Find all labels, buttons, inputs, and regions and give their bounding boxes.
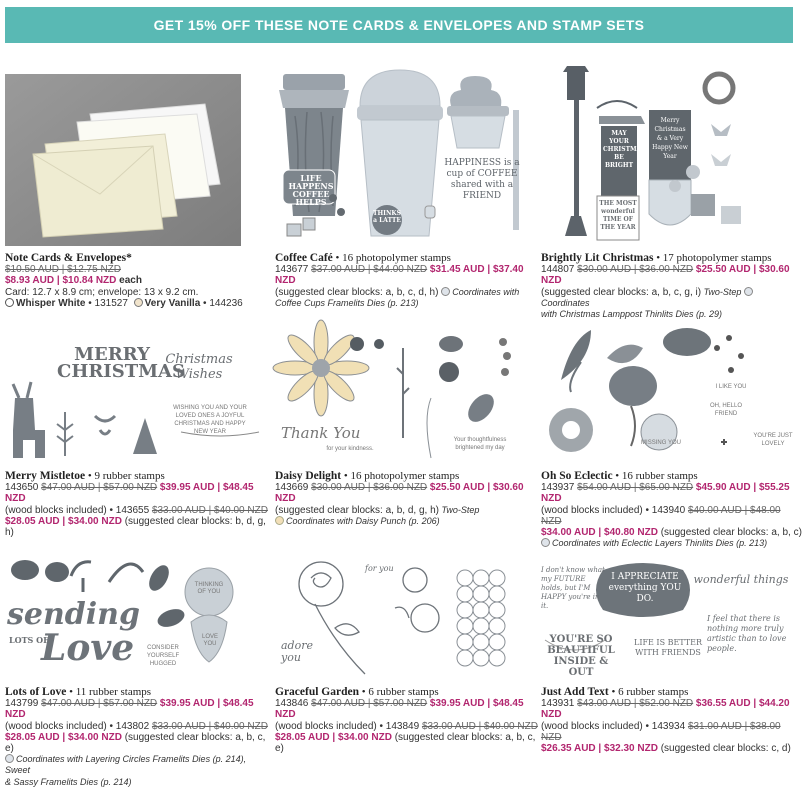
note-cards-image — [5, 74, 241, 246]
sale-price: $25.50 AUD | $30.60 NZD — [541, 264, 790, 287]
product-coffee-cafe — [275, 66, 540, 308]
old-price: $30.00 AUD | $36.00 NZD — [311, 482, 428, 494]
product-title: Merry Mistletoe — [5, 470, 86, 482]
item-code: 143650 — [5, 482, 42, 494]
sale-price: $28.05 AUD | $34.00 NZD — [5, 515, 122, 527]
old-price: $43.00 AUD | $52.00 NZD — [577, 698, 694, 710]
sale-price: $31.45 AUD | $37.40 NZD — [275, 264, 524, 287]
clear-blocks: (suggested clear blocks: a, b, c, d, h) — [275, 286, 439, 298]
art-caption: THINKING OF YOU — [194, 582, 224, 595]
art-caption: adore you — [281, 639, 313, 664]
art-caption: I APPRECIATE everything YOU DO. — [608, 572, 682, 604]
art-caption: CONSIDER YOURSELF HUGGED — [146, 645, 180, 667]
old-price: $47.00 AUD | $57.00 NZD — [41, 698, 158, 710]
art-caption: Your thoughtfulness brightened my day — [453, 437, 507, 451]
clear-blocks: (suggested clear blocks: a, b, c) — [657, 527, 802, 539]
color-name: Very Vanilla — [144, 297, 201, 309]
sale-price: $34.00 AUD | $40.80 NZD — [541, 527, 658, 539]
wood-blocks-note: (wood blocks included) • 143849 — [275, 720, 422, 732]
art-caption: Thank You — [281, 424, 361, 442]
coordinates-icon — [275, 516, 284, 525]
product-daisy-delight — [275, 328, 540, 526]
wood-blocks-note: (wood blocks included) • 143940 — [541, 504, 688, 516]
product-just-add-text — [541, 560, 806, 755]
stamp-count: • 9 rubber stamps — [85, 470, 165, 482]
stamp-count: • 17 photopolymer stamps — [653, 252, 772, 264]
sale-price: $26.35 AUD | $32.30 NZD — [541, 743, 658, 755]
graceful-garden-image — [275, 548, 525, 684]
art-caption: LOTS OF — [9, 635, 49, 645]
art-caption: I don't know what my FUTURE holds, but I'M HAPPY you're in it. — [541, 566, 605, 610]
coordinates-note: Coordinates with Layering Circles Framelits Dies (p. 214), Sweet — [5, 754, 247, 776]
old-price: $31.00 AUD | $38.00 NZD — [541, 720, 781, 743]
sale-price: $45.90 AUD | $55.25 NZD — [541, 482, 790, 505]
product-title: Lots of Love — [5, 686, 67, 698]
just-add-text-image — [541, 560, 791, 684]
art-caption: YOU'RE SO BEAUTIFUL INSIDE & OUT — [547, 634, 615, 678]
old-price: $33.00 AUD | $40.00 NZD — [151, 720, 268, 732]
old-price: $33.00 AUD | $40.00 NZD — [151, 504, 268, 516]
art-caption: Christmas Wishes — [165, 352, 233, 382]
stamp-count: • 11 rubber stamps — [66, 686, 152, 698]
art-caption: sending — [7, 597, 140, 632]
coordinates-icon — [744, 287, 753, 296]
clear-blocks: (suggested clear blocks: c, d) — [657, 743, 791, 755]
envelopes-illustration — [5, 74, 241, 246]
wood-blocks-note: (wood blocks included) • 143802 — [5, 720, 152, 732]
art-caption: wonderful things — [693, 573, 789, 586]
art-caption: YOU'RE JUST LOVELY — [753, 433, 793, 447]
art-caption: for you — [365, 564, 394, 573]
color-name: Whisper White — [16, 297, 86, 309]
item-code: 143846 — [275, 698, 312, 710]
product-note-cards — [5, 74, 270, 309]
art-caption: THINKS a LATTE — [373, 210, 401, 224]
product-title: Coffee Café — [275, 252, 333, 264]
whisper-white-swatch-icon — [5, 298, 14, 307]
coordinates-note: Coordinates with Daisy Punch (p. 206) — [286, 515, 440, 526]
old-price: $40.00 AUD | $48.00 NZD — [541, 504, 781, 527]
wood-blocks-note: (wood blocks included) • 143934 — [541, 720, 688, 732]
art-caption: WISHING YOU AND YOUR LOVED ONES A JOYFUL CHRISTMAS AND HAPPY NEW YEAR — [173, 405, 247, 435]
product-merry-mistletoe — [5, 340, 270, 539]
item-code: 144807 — [541, 264, 578, 276]
stamp-count: • 16 photopolymer stamps — [332, 252, 451, 264]
old-price: $37.00 AUD | $44.00 NZD — [311, 264, 428, 276]
old-price: $47.00 AUD | $57.00 NZD — [311, 698, 428, 710]
item-code: 143677 — [275, 264, 312, 276]
product-title: Brightly Lit Christmas — [541, 252, 654, 264]
two-step-label: Two-Step — [438, 504, 480, 515]
coordinates-note: Coordinates with Eclectic Layers Thinlits Dies (p. 213) — [552, 538, 768, 549]
old-price: $47.00 AUD | $57.00 NZD — [41, 482, 158, 494]
stamp-count: • 6 rubber stamps — [359, 686, 439, 698]
art-caption: THE MOST wonderful TIME OF THE YEAR — [599, 200, 637, 231]
art-caption: Merry Christmas & a Very Happy New Year — [652, 117, 688, 160]
sale-price: $36.55 AUD | $44.20 NZD — [541, 698, 790, 721]
stamp-count: • 16 photopolymer stamps — [341, 470, 460, 482]
coordinates-icon — [5, 754, 14, 763]
product-title: Daisy Delight — [275, 470, 342, 482]
clear-blocks: (suggested clear blocks: a, b, c, g, i) — [541, 286, 702, 298]
each-label: each — [116, 275, 142, 287]
coordinates-icon — [441, 287, 450, 296]
item-code: 143931 — [541, 698, 578, 710]
clear-blocks: (suggested clear blocks: a, b, c, e) — [275, 731, 536, 755]
art-caption: MISSING YOU — [641, 440, 681, 446]
sale-price: $25.50 AUD | $30.60 NZD — [275, 482, 524, 505]
brightly-lit-image — [541, 66, 791, 246]
sale-price: $8.93 AUD | $10.84 NZD — [5, 275, 117, 287]
old-price: $30.00 AUD | $36.00 NZD — [577, 264, 694, 276]
coordinates-icon — [541, 538, 550, 547]
item-code: 143799 — [5, 698, 42, 710]
product-oh-so-eclectic — [541, 322, 806, 549]
sale-price: $28.05 AUD | $34.00 NZD — [5, 731, 122, 743]
product-graceful-garden — [275, 548, 540, 755]
color-code: • 131527 — [85, 297, 128, 309]
old-price: $33.00 AUD | $40.00 NZD — [421, 720, 538, 732]
sale-price: $39.95 AUD | $48.45 NZD — [5, 482, 254, 505]
stamp-count: • 16 rubber stamps — [612, 470, 698, 482]
coordinates-note: & Sassy Framelits Dies (p. 214) — [5, 776, 132, 787]
very-vanilla-swatch-icon — [134, 298, 143, 307]
wood-blocks-note: (wood blocks included) • 143655 — [5, 504, 152, 516]
art-caption: HAPPINESS is a cup of COFFEE shared with a FRIEND — [444, 158, 520, 201]
lots-of-love-image — [5, 556, 255, 684]
oh-so-eclectic-image — [541, 322, 791, 462]
old-price: $10.50 AUD | $12.75 NZD — [5, 264, 121, 276]
color-code: • 144236 — [200, 297, 243, 309]
coffee-cafe-image — [275, 66, 525, 246]
sale-price: $39.95 AUD | $48.45 NZD — [275, 698, 524, 721]
item-code: 143669 — [275, 482, 312, 494]
coordinates-note: Coordinates — [541, 297, 590, 308]
art-caption: for your kindness. — [326, 446, 374, 452]
two-step-label: Two-Step — [701, 286, 742, 297]
coordinates-note: Coordinates with — [452, 286, 520, 297]
sale-price: $39.95 AUD | $48.45 NZD — [5, 698, 254, 721]
merry-mistletoe-image — [5, 340, 255, 462]
product-title: Oh So Eclectic — [541, 470, 613, 482]
daisy-delight-image — [275, 328, 525, 462]
coordinates-note: with Christmas Lamppost Thinlits Dies (p. 29) — [541, 309, 723, 320]
art-caption: LIFE IS BETTER WITH FRIENDS — [634, 638, 702, 657]
product-title: Note Cards & Envelopes* — [5, 252, 132, 264]
product-brightly-lit — [541, 66, 806, 320]
product-title: Just Add Text — [541, 686, 609, 698]
art-caption: Love — [41, 627, 135, 669]
art-caption: LIFE HAPPENS COFFEE HELPS — [288, 173, 334, 207]
product-lots-of-love — [5, 556, 270, 787]
product-title: Graceful Garden — [275, 686, 359, 698]
sale-price: $28.05 AUD | $34.00 NZD — [275, 731, 392, 743]
clear-blocks: (suggested clear blocks: a, b, d, g, h) — [275, 504, 439, 516]
art-caption: MERRY CHRISTMAS — [57, 344, 185, 382]
stamp-count: • 6 rubber stamps — [608, 686, 689, 698]
promo-banner: GET 15% OFF THESE NOTE CARDS & ENVELOPES AND STAMP SETS — [5, 7, 793, 43]
item-code: 143937 — [541, 482, 578, 494]
coordinates-note: Coffee Cups Framelits Dies (p. 213) — [275, 297, 419, 308]
old-price: $54.00 AUD | $65.00 NZD — [577, 482, 694, 494]
art-caption: LOVE YOU — [201, 634, 218, 647]
clear-blocks: (suggested clear blocks: b, d, g, h) — [5, 515, 266, 539]
art-caption: OH, HELLO FRIEND — [709, 403, 742, 417]
size-info: Card: 12.7 x 8.9 cm; envelope: 13 x 9.2 cm. — [5, 286, 199, 298]
art-caption: I LIKE YOU — [715, 384, 747, 390]
art-caption: MAY YOUR CHRISTMAS BE BRIGHT — [603, 130, 646, 169]
clear-blocks: (suggested clear blocks: a, b, c, e) — [5, 731, 266, 755]
art-caption: I feel that there is nothing more truly artistic than to love people. — [707, 614, 787, 653]
